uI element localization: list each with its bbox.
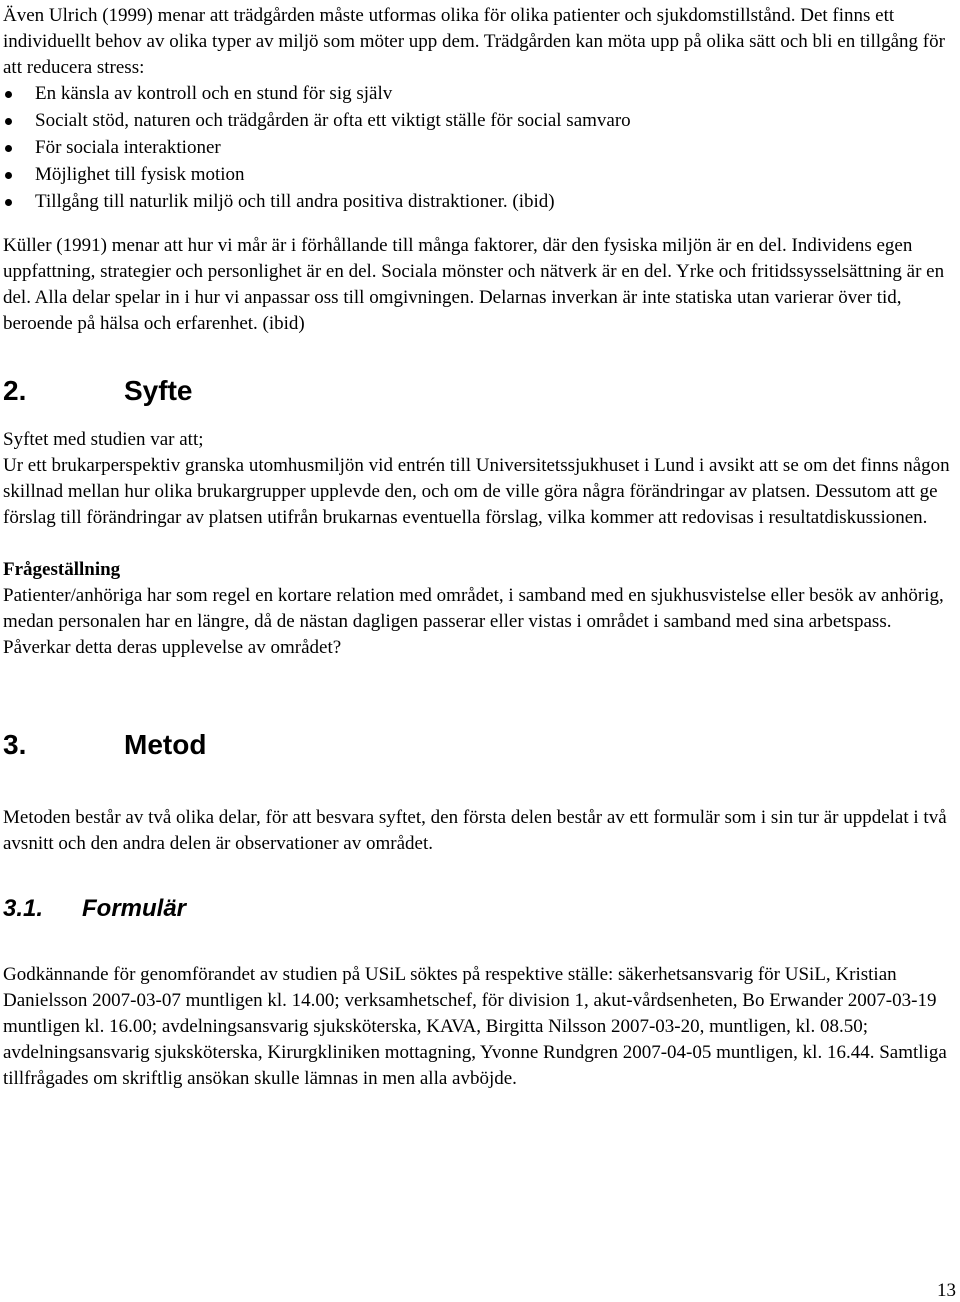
bullet-text: För sociala interaktioner — [35, 137, 221, 158]
syfte-paragraph: Ur ett brukarperspektiv granska utomhusmiljön vid entrén till Universitetssjukhuset i Lund i avsikt att se om det finns någon skillnad mellan hur olika brukargrupper upplevde den, och om de ville göra några förändringar av platsen. Dessutom att ge förslag till förändringar av platsen utifrån brukarnas eventuella förslag, vilka kommer att redovisas i resultatdiskussionen. — [3, 455, 950, 528]
bullet-text: Socialt stöd, naturen och trädgården är ofta ett viktigt ställe för social samvaro — [35, 110, 631, 131]
section-title: Formulär — [82, 895, 187, 922]
bullet-icon — [5, 199, 12, 206]
bullet-list — [3, 81, 957, 215]
section-number: 3. — [3, 729, 27, 760]
list-item — [3, 189, 957, 215]
bullet-icon — [5, 118, 12, 125]
list-item — [3, 81, 957, 107]
section-title: Metod — [124, 729, 207, 760]
bullet-icon — [5, 172, 12, 179]
section-heading-metod — [3, 728, 957, 762]
document-page — [3, 3, 957, 1092]
bullet-icon — [5, 145, 12, 152]
section-number: 2. — [3, 375, 27, 406]
bullet-text: Tillgång till naturlik miljö och till andra positiva distraktioner. (ibid) — [35, 191, 555, 212]
section-title: Syfte — [124, 375, 193, 406]
list-item — [3, 135, 957, 161]
bullet-icon — [5, 91, 12, 98]
formular-paragraph: Godkännande för genomförandet av studien på USiL söktes på respektive ställe: säkerhetsansvarig för USiL, Kristian Danielsson 2007-03-07 muntligen kl. 14.00; verksamhetschef, för division 1, akut-vårdsenheten, Bo Erwander 2007-03-19 muntligen kl. 16.00; avdelningsansvarig sjuksköterska, KAVA, Birgitta Nilsson 2007-03-20, muntligen, kl. 08.50; avdelningsansvarig sjuksköterska, Kirurgkliniken mottagning, Yvonne Rundgren 2007-04-05 muntligen, kl. 16.44. Samtliga tillfrågades om skriftlig ansökan skulle lämnas in men alla avböjde. — [3, 964, 947, 1089]
fragestallning-paragraph: Patienter/anhöriga har som regel en kortare relation med området, i samband med en sjukhusvistelse eller besök av anhörig, medan personalen har en längre, då de nästan dagligen passerar eller vistas i området i samband med sina arbetspass. Påverkar detta deras upplevelse av området? — [3, 585, 944, 658]
bullet-text: En känsla av kontroll och en stund för sig själv — [35, 83, 393, 104]
page-number: 13 — [937, 1280, 956, 1301]
section-heading-syfte — [3, 374, 957, 408]
subheading-fragestallning: Frågeställning — [3, 559, 121, 580]
intro-paragraph: Även Ulrich (1999) menar att trädgården måste utformas olika för olika patienter och sjukdomstillstånd. Det finns ett individuellt behov av olika typer av miljö som möter upp dem. Trädgården kan möta upp på olika sätt och bli en tillgång för att reducera stress: — [3, 5, 945, 78]
list-item — [3, 108, 957, 134]
section-heading-formular — [3, 894, 957, 924]
syfte-lead: Syftet med studien var att; — [3, 429, 204, 450]
section-number: 3.1. — [3, 895, 44, 922]
bullet-text: Möjlighet till fysisk motion — [35, 164, 245, 185]
metod-paragraph: Metoden består av två olika delar, för att besvara syftet, den första delen består av ett formulär som i sin tur är uppdelat i två avsnitt och den andra delen är observationer av området. — [3, 807, 947, 854]
list-item — [3, 162, 957, 188]
kuller-paragraph: Küller (1991) menar att hur vi mår är i förhållande till många faktorer, där den fysiska miljön är en del. Individens egen uppfattning, strategier och personlighet är en del. Sociala mönster och nätverk är en del. Yrke och fritidssysselsättning är en del. Alla delar spelar in i hur vi anpassar oss till omgivningen. Delarnas inverkan är inte statiska utan varierar över tid, beroende på hälsa och erfarenhet. (ibid) — [3, 235, 945, 334]
